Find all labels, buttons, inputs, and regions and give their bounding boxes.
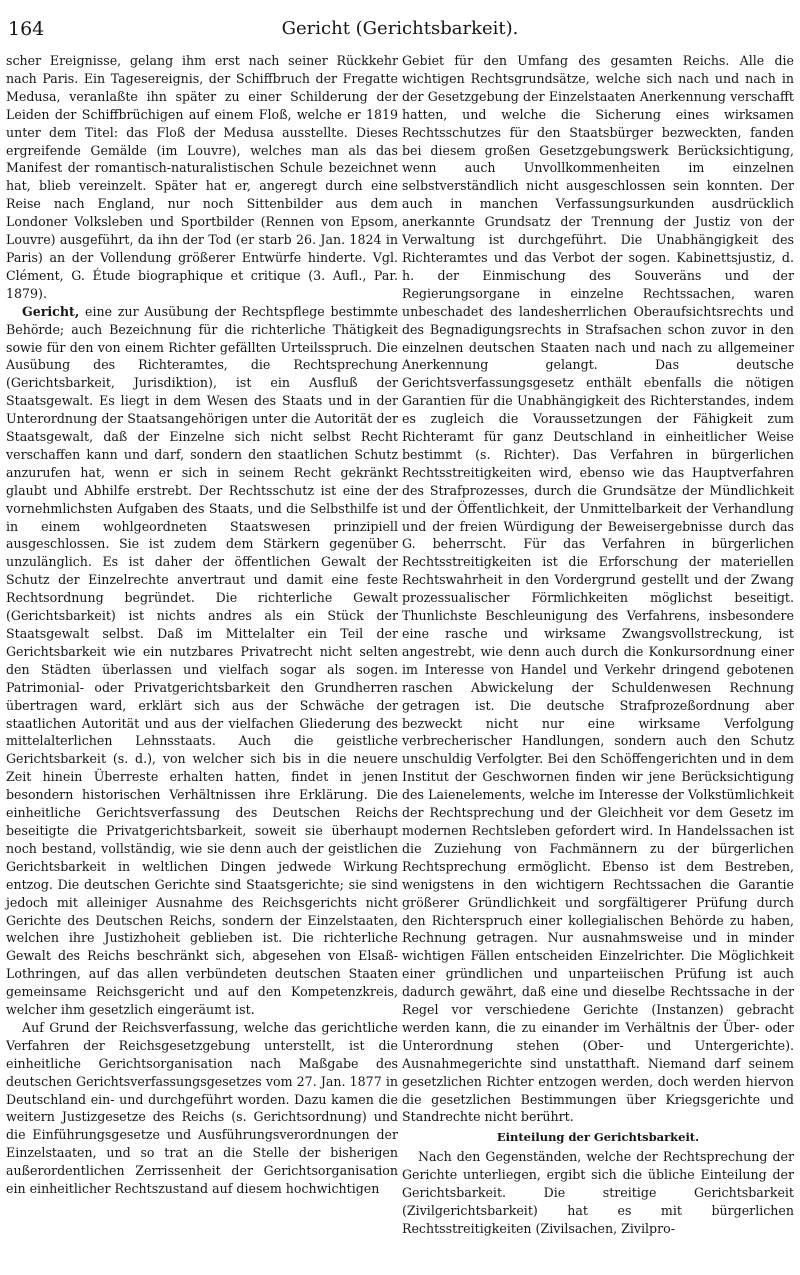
running-title: Gericht (Gerichtsbarkeit). — [281, 18, 519, 39]
paragraph-gericht-entry — [6, 303, 398, 1019]
right-column — [402, 52, 794, 1238]
paragraph-reichsverfassung: Auf Grund der Reichsverfassung, welche das gerichtliche Verfahren der Reichsgesetzgebung unterstellt, ist die einheitliche Gerichtsorganisation nach Maßgabe des deutschen Gerichtsverfassungsgesetzes vom 27. Jan. 1877 in Deutschland ein- und durchgeführt worden. Dazu kamen die weitern Justizgesetze des Reichs (s. Gerichtsordnung) und die Einführungsgesetze und Ausführungsverordnungen der Einzelstaaten, und so trat an die Stelle der bisherigen außerordentlichen Zerrissenheit der Gerichtsorganisation ein einheitlicher Rechtszustand auf diesem hochwichtigen — [6, 1019, 398, 1197]
paragraph-einteilung: Nach den Gegenständen, welche der Rechtsprechung der Gerichte unterliegen, ergibt sich die übliche Einteilung der Gerichtsbarkeit. Die streitige Gerichtsbarkeit (Zivilgerichtsbarkeit) hat es mit bürgerlichen Rechtsstreitigkeiten (Zivilsachen, Zivilpro- — [402, 1149, 794, 1236]
lemma-gericht: Gericht, — [22, 303, 80, 319]
paragraph-rechtsgrundsaetze: Gebiet für den Umfang des gesamten Reichs. Alle die wichtigen Rechtsgrundsätze, welche sich nach und nach in der Gesetzgebung der Einzelstaaten Anerkennung verschafft hatten, und welche die Sicherung eines wirksamen Rechtsschutzes für den Staatsbürger bezweckten, fanden bei diesem großen Gesetzgebungswerk Berücksichtigung, wenn auch Unvollkommenheiten im einzelnen selbstverständlich nicht ausgeschlossen sein konnten. Der auch in manchen Verfassungsurkunden ausdrücklich anerkannte Grundsatz der Trennung der Justiz von der Verwaltung ist durchgeführt. Die Unabhängigkeit des Richteramtes und das Verbot der sogen. Kabinettsjustiz, d. h. der Einmischung des Souveräns und der Regierungsorgane in einzelne Rechtssachen, waren unbeschadet des landesherrlichen Oberaufsichtsrechts und des Begnadigungsrechts in Strafsachen schon zuvor in den einzelnen deutschen Staaten nach und nach zu allgemeiner Anerkennung gelangt. Das deutsche Gerichtsverfassungsgesetz enthält ebenfalls die nötigen Garantien für die Unabhängigkeit des Richterstandes, indem es zugleich die Voraussetzungen der Fähigkeit zum Richteramt für ganz Deutschland in einheitlicher Weise bestimmt (s. Richter). Das Verfahren in bürgerlichen Rechtsstreitigkeiten wird, ebenso wie das Hauptverfahren des Strafprozesses, durch die Grundsätze der Mündlichkeit und der Öffentlichkeit, der Unmittelbarkeit der Verhandlung und der freien Würdigung der Beweisergebnisse durch das G. beherrscht. Für das Verfahren in bürgerlichen Rechtsstreitigkeiten ist die Erforschung der materiellen Rechtswahrheit in den Vordergrund gestellt und der Zwang prozessualischer Förmlichkeiten möglichst beseitigt. Thunlichste Beschleunigung des Verfahrens, insbesondere eine rasche und wirksame Zwangsvollstreckung, ist angestrebt, wie denn auch durch die Konkursordnung einer im Interesse von Handel und Verkehr dringend gebotenen raschen Abwickelung der Schuldenwesen Rechnung getragen ist. Die deutsche Strafprozeßordnung aber bezweckt nicht nur eine wirksame Verfolgung verbrecherischer Handlungen, sondern auch den Schutz unschuldig Verfolgter. Bei den Schöffengerichten und in dem Institut der Geschwornen finden wir jene Berücksichtigung des Laienelements, welche im Interesse der Volkstümlichkeit der Rechtsprechung und der Gleichheit vor dem Gesetz im modernen Rechtsleben gefordert wird. In Handelssachen ist die Zuziehung von Fachmännern zu der bürgerlichen Rechtsprechung ermöglicht. Ebenso ist dem Bestreben, wenigstens in den wichtigern Rechtssachen die Garantie größerer Gründlichkeit und sorgfältigerer Prüfung durch den Richterspruch einer kollegialischen Behörde zu haben, Rechnung getragen. Nur ausnahmsweise und in minder wichtigen Fällen entscheiden Einzelrichter. Die Möglichkeit einer gründlichen und unparteiischen Prüfung ist auch dadurch gewährt, daß eine und dieselbe Rechtssache in der Regel vor verschiedene Gerichte (Instanzen) gebracht werden kann, die zu einander im Verhältnis der Über- oder Unterordnung stehen (Ober- und Untergerichte). Ausnahmegerichte sind unstatthaft. Niemand darf seinem gesetzlichen Richter entzogen werden, doch werden hiervon die gesetzlichen Bestimmungen über Kriegsgerichte und Standrechte nicht berührt. — [402, 53, 794, 1125]
paragraph-gericht-text: eine zur Ausübung der Rechtspflege bestimmte Behörde; auch Bezeichnung für die richterliche Thätigkeit sowie für den von einem Richter gefällten Urteilsspruch. Die Ausübung des Richteramtes, die Rechtsprechung (Gerichtsbarkeit, Jurisdiktion), ist ein Ausfluß der Staatsgewalt. Es liegt in dem Wesen des Staats und in der Unterordnung der Staatsangehörigen unter die Autorität der Staatsgewalt, daß der Einzelne sich nicht selbst Recht verschaffen kann und darf, sondern den staatlichen Schutz anzurufen hat, wenn er sich in seinem Recht gekränkt glaubt und Abhilfe erstrebt. Der Rechtsschutz ist eine der vornehmlichsten Aufgaben des Staats, und die Selbsthilfe ist in einem wohlgeordneten Staatswesen prinzipiell ausgeschlossen. Sie ist zudem dem Stärkern gegenüber unzulänglich. Es ist daher der öffentlichen Gewalt der Schutz der Einzelrechte anvertraut und damit eine feste Rechtsordnung begründet. Die richterliche Gewalt (Gerichtsbarkeit) ist nichts andres als ein Stück der Staatsgewalt selbst. Daß im Mittelalter ein Teil der Gerichtsbarkeit wie ein nutzbares Privatrecht nicht selten den Städten überlassen und vielfach sogar als sogen. Patrimonial- oder Privatgerichtsbarkeit den Grundherren übertragen ward, erklärt sich aus der Schwäche der staatlichen Autorität und aus der vielfachen Gliederung des mittelalterlichen Lehnsstaats. Auch die geistliche Gerichtsbarkeit (s. d.), von welcher sich bis in die neuere Zeit hinein Überreste erhalten hatten, findet in jenen besondern historischen Verhältnissen ihre Erklärung. Die einheitliche Gerichtsverfassung des Deutschen Reichs beseitigte die Privatgerichtsbarkeit, soweit sie überhaupt noch bestand, vollständig, wie sie denn auch der geistlichen Gerichtsbarkeit in weltlichen Dingen jedwede Wirkung entzog. Die deutschen Gerichte sind Staatsgerichte; sie sind jedoch mit alleiniger Ausnahme des Reichsgerichts nicht Gerichte des Deutschen Reichs, sondern der Einzelstaaten, welchen ihre Justizhoheit geblieben ist. Die richterliche Gewalt des Reichs beschränkt sich, abgesehen von Elsaß-Lothringen, auf das allen verbündeten deutschen Staaten gemeinsame Reichsgericht und auf den Kompetenzkreis, welcher ihm gesetzlich eingeräumt ist. — [6, 303, 398, 1018]
text-columns — [6, 52, 794, 1238]
page-header — [6, 14, 794, 44]
section-heading-einteilung: Einteilung der Gerichtsbarkeit. — [496, 1130, 700, 1145]
left-column — [6, 52, 398, 1238]
paragraph-gericault-continued: scher Ereignisse, gelang ihm erst nach seiner Rückkehr nach Paris. Ein Tagesereignis, der Schiffbruch der Fregatte Medusa, veranlaßte ihn später zu einer Schilderung der Leiden der Schiffbrüchigen auf einem Floß, welche er 1819 unter dem Titel: das Floß der Medusa ausstellte. Dieses ergreifende Gemälde (im Louvre), welches man als das Manifest der romantisch-naturalistischen Schule bezeichnet hat, blieb vereinzelt. Später hat er, angeregt durch eine Reise nach England, nur noch Sittenbilder aus dem Londoner Volksleben und Sportbilder (Rennen von Epsom, Louvre) ausgeführt, da ihn der Tod (er starb 26. Jan. 1824 in Paris) an der Vollendung größerer Entwürfe hinderte. Vgl. Clément, G. Étude biographique et critique (3. Aufl., Par. 1879). — [6, 53, 398, 301]
page-number: 164 — [8, 18, 45, 40]
